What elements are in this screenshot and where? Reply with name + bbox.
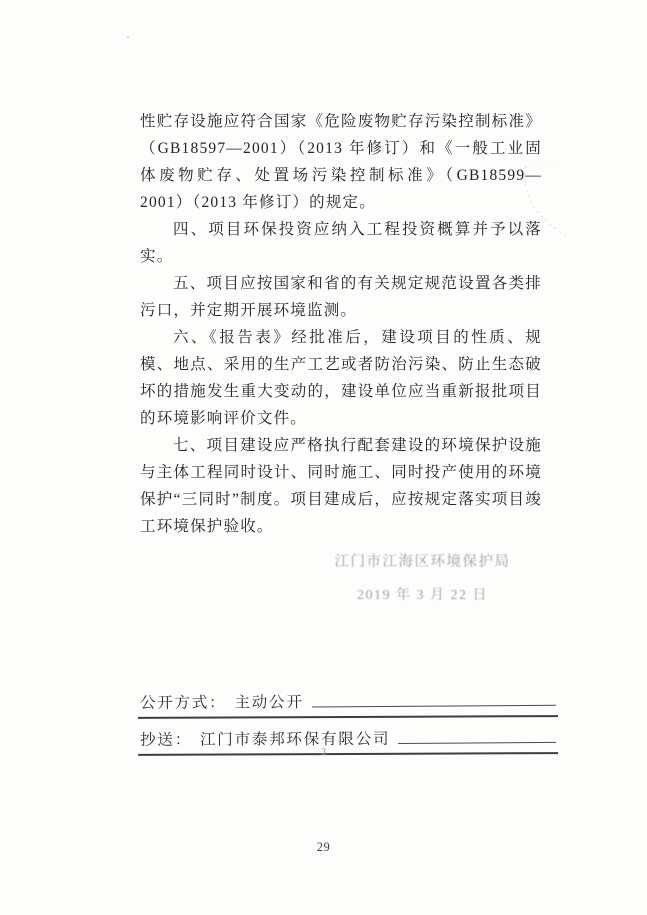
fill-line	[398, 742, 556, 744]
paragraph-item-7: 七、项目建设应严格执行配套建设的环境保护设施与主体工程同时设计、同时施工、同时投产使用的环境保护“三同时”制度。项目建成后，应按规定落实项目竣工环境保护验收。	[140, 437, 542, 535]
cc-label: 抄送：	[140, 731, 193, 749]
cc-value: 江门市泰邦环保有限公司	[199, 730, 391, 749]
publicity-method-row	[138, 687, 558, 719]
document-body	[140, 108, 542, 540]
paragraph-item-4: 四、项目环保投资应纳入工程投资概算并予以落实。	[140, 221, 542, 265]
publicity-method-label: 公开方式：	[139, 694, 227, 712]
paragraph-item-5: 五、项目应按国家和省的有关规定规范设置各类排污口，并定期开展环境监测。	[140, 275, 542, 319]
signature-block	[330, 550, 515, 604]
paragraph-continuation: 性贮存设施应符合国家《危险废物贮存污染控制标准》（GB18597—2001）（2013 年修订）和《一般工业固体废物贮存、处置场污染控制标准》（GB18599—2001）（2013 年修订）的规定。	[140, 113, 542, 211]
issue-date: 2019 年 3 月 22 日	[357, 588, 488, 603]
scan-page-number: 29	[316, 840, 331, 854]
publicity-method-value: 主动公开	[234, 694, 304, 712]
fill-line	[312, 705, 556, 708]
paragraph-item-6: 六、《报告表》经批准后，建设项目的性质、规模、地点、采用的生产工艺或者防治污染、防止生态破坏的措施发生重大变动的，建设单位应当重新报批项目的环境影响评价文件。	[140, 329, 542, 427]
document-page-number: 3	[320, 746, 327, 758]
scan-speck	[127, 36, 129, 38]
issuing-agency-name: 江门市江海区环境保护局	[334, 554, 511, 570]
